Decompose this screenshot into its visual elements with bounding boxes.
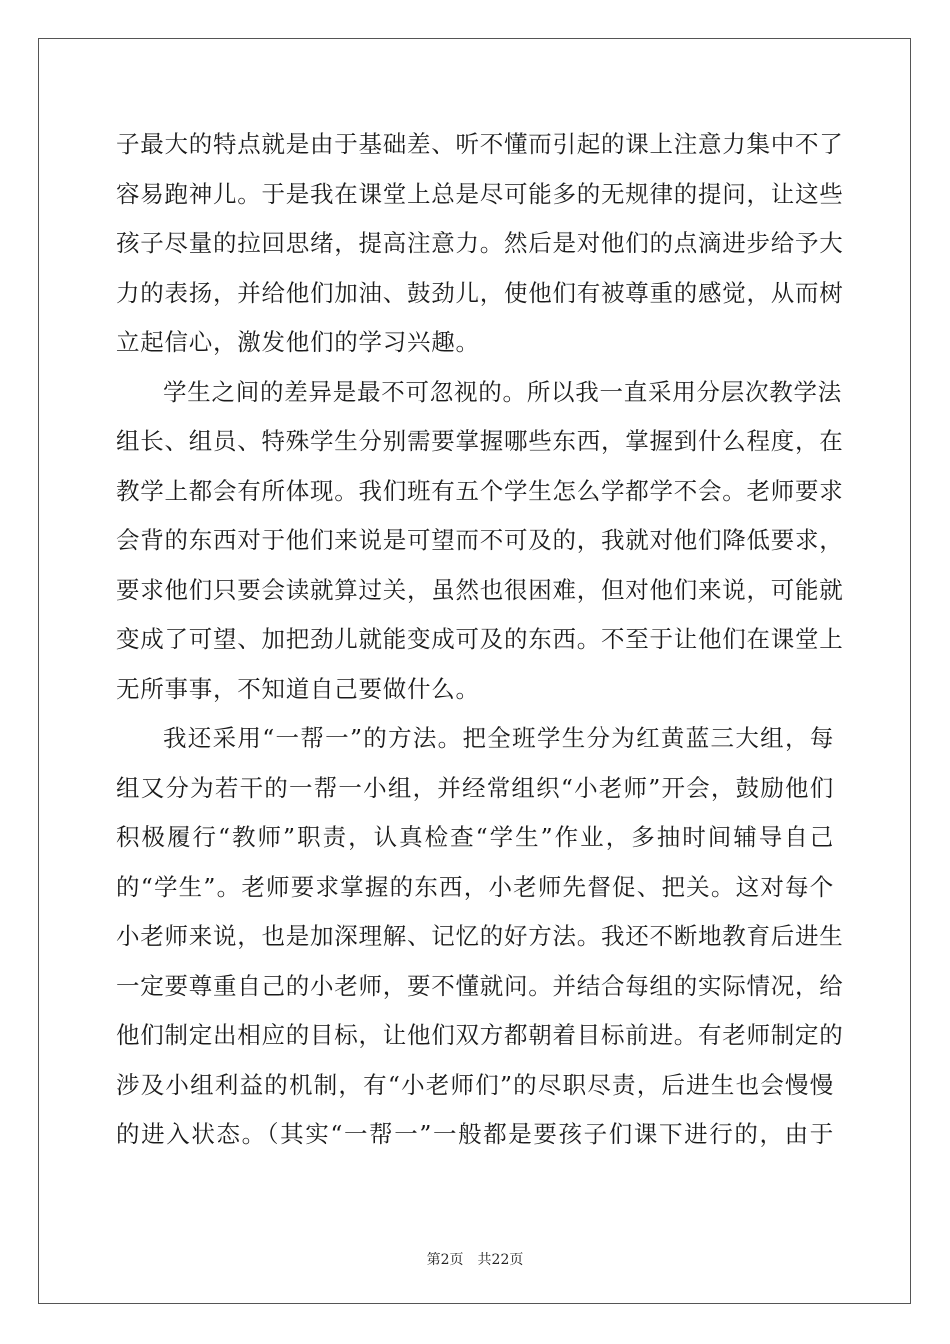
text-line: 变成了可望、加把劲儿就能变成可及的东西。不至于让他们在课堂上 <box>116 625 844 653</box>
text-line: 孩子尽量的拉回思绪，提高注意力。然后是对他们的点滴进步给予大 <box>116 229 844 257</box>
text-line: 组又分为若干的一帮一小组，并经常组织“小老师”开会，鼓励他们 <box>116 773 834 802</box>
text-line: 子最大的特点就是由于基础差、听不懂而引起的课上注意力集中不了 <box>116 130 844 158</box>
paragraph <box>116 377 844 725</box>
page-total: 共22页 <box>477 1252 524 1268</box>
text-line: 教学上都会有所体现。我们班有五个学生怎么学都学不会。老师要求 <box>116 476 844 505</box>
text-line: 力的表扬，并给他们加油、鼓劲儿，使他们有被尊重的感觉，从而树 <box>116 278 844 307</box>
text-line: 无所事事，不知道自己要做什么。 <box>116 674 480 703</box>
text-line: 他们制定出相应的目标，让他们双方都朝着目标前进。有老师制定的 <box>116 1021 844 1049</box>
document-body <box>116 130 844 1170</box>
page-footer <box>0 1249 950 1269</box>
paragraph <box>116 724 844 1170</box>
text-line: 我还采用“一帮一”的方法。把全班学生分为红黄蓝三大组，每 <box>163 724 834 752</box>
text-line: 组长、组员、特殊学生分别需要掌握哪些东西，掌握到什么程度，在 <box>116 427 844 455</box>
text-line: 的进入状态。（其实“一帮一”一般都是要孩子们课下进行的，由于 <box>116 1120 834 1148</box>
text-line: 涉及小组利益的机制，有“小老师们”的尽职尽责，后进生也会慢慢 <box>116 1070 834 1099</box>
text-line: 要求他们只要会读就算过关，虽然也很困难，但对他们来说，可能就 <box>116 575 844 604</box>
text-line: 一定要尊重自己的小老师，要不懂就问。并结合每组的实际情况，给 <box>116 971 844 1000</box>
paragraph <box>116 130 844 378</box>
text-line: 容易跑神儿。于是我在课堂上总是尽可能多的无规律的提问，让这些 <box>116 179 844 208</box>
text-line: 学生之间的差异是最不可忽视的。所以我一直采用分层次教学法 <box>163 377 842 406</box>
text-line: 小老师来说，也是加深理解、记忆的好方法。我还不断地教育后进生 <box>116 922 844 950</box>
text-line: 会背的东西对于他们来说是可望而不可及的，我就对他们降低要求， <box>116 526 844 554</box>
text-line: 积极履行“教师”职责，认真检查“学生”作业，多抽时间辅导自己 <box>116 823 834 851</box>
text-line: 立起信心，激发他们的学习兴趣。 <box>116 328 480 356</box>
page-number: 第2页 <box>426 1252 464 1268</box>
text-line: 的“学生”。老师要求掌握的东西，小老师先督促、把关。这对每个 <box>116 872 834 901</box>
